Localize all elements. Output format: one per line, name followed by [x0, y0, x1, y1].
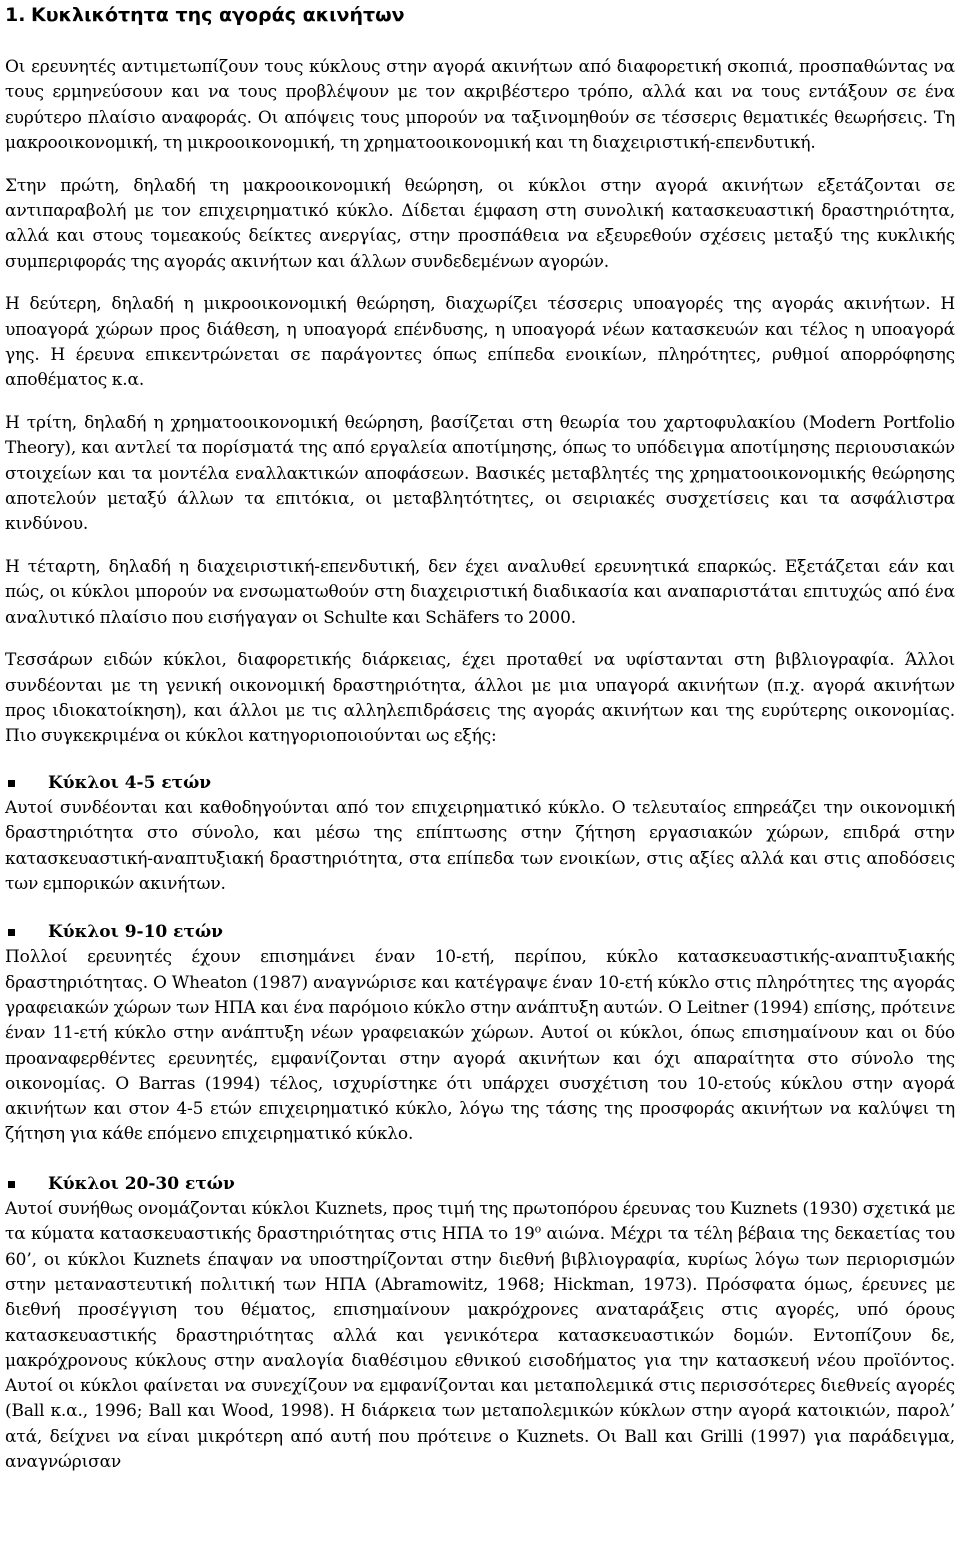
cycle-heading-label: Κύκλοι 20-30 ετών	[48, 1173, 235, 1194]
macro-paragraph: Στην πρώτη, δηλαδή τη μακροοικονομική θεώρηση, οι κύκλοι στην αγορά ακινήτων εξετάζονται σε αντιπαραβολή με τον επιχειρηματικό κύκλο. Δίδεται έμφαση στη συνολική κατασκευαστική δραστηριότητα, αλλά και στους τομεακούς δείκτες ανεργίας, στην προσπάθεια να εξευρεθούν σχέσεις μεταξύ της κυκλικής συμπεριφοράς της αγοράς ακινήτων και άλλων συνδεδεμένων αγορών.	[5, 175, 955, 272]
cycle-text-part-b: αιώνα. Μέχρι τα τέλη βέβαια της δεκαετίας του 60’, οι κύκλοι Kuznets έπαψαν να υποστηρίζονται στην διεθνή βιβλιογραφία, κυρίως λόγω των περιορισμών στην μεταναστευτική πολιτική των ΗΠΑ (Abramowitz, 1968; Hickman, 1973). Πρόσφατα όμως, έρευνες με διεθνή προσέγγιση του θέματος, επισημαίνουν μακρόχρονες αναταράξεις στις αγορές, υπό όρους κατασκευαστικής δραστηριότητας αλλά και γενικότερα κατασκευαστικών δομών. Εντοπίζουν δε, μακρόχρονους κύκλους στην αναλογία διαθέσιμου εθνικού εισοδήματος για την κατασκευή νέου προϊόντος. Αυτοί οι κύκλοι φαίνεται να συνεχίζουν να εμφανίζονται και μεταπολεμικά στις περισσότερες διεθνείς αγορές (Ball κ.α., 1996; Ball και Wood, 1998). Η διάρκεια των μεταπολεμικών κύκλων στην αγορά κατοικιών, παρολ’ ατά, δείχνει να είναι μικρότερη από αυτή που πρότεινε ο Kuznets. Οι Ball και Grilli (1997) για παράδειγμα, αναγνώρισαν	[5, 1224, 956, 1473]
cycle-heading-label: Κύκλοι 9-10 ετών	[48, 922, 223, 943]
square-bullet-icon	[8, 780, 15, 787]
cycle-heading-label: Κύκλοι 4-5 ετών	[48, 772, 212, 793]
intro-paragraph: Οι ερευνητές αντιμετωπίζουν τους κύκλους στην αγορά ακινήτων από διαφορετική σκοπιά, προσπαθώντας να τους ερμηνεύσουν και να τους προβλέψουν με τον ακριβέστερο τρόπο, αλλά και να τους εντάξουν σε ένα ευρύτερο πλαίσιο αναφοράς. Οι απόψεις τους μπορούν να ταξινομηθούν σε τέσσερις θεματικές θεωρήσεις. Τη μακροοικονομική, τη μικροοικονομική, τη χρηματοοικονομική και τη διαχειριστική-επενδυτική.	[5, 57, 955, 153]
cycle-text-4-5: Αυτοί συνδέονται και καθοδηγούνται από τον επιχειρηματικό κύκλο. Ο τελευταίος επηρεάζει την οικονομική δραστηριότητα στο σύνολο, και μέσω της επίπτωσης στην ζήτηση εργασιακών χώρων, επιδρά στην κατασκευαστική-αναπτυξιακή δραστηριότητα, στα επίπεδα των ενοικίων, στις αξίες αλλά και στις αποδόσεις των εμπορικών ακινήτων.	[5, 797, 955, 894]
micro-paragraph: Η δεύτερη, δηλαδή η μικροοικονομική θεώρηση, διαχωρίζει τέσσερις υποαγορές της αγοράς ακινήτων. Η υποαγορά χώρων προς διάθεση, η υποαγορά επένδυσης, η υποαγορά νέων κατασκευών και τέλος η υποαγορά γης. Η έρευνα επικεντρώνεται σε παράγοντες όπως επίπεδα ενοικίων, πληρότητες, ρυθμοί απορρόφησης αποθέματος κ.α.	[5, 294, 955, 391]
finance-paragraph: Η τρίτη, δηλαδή η χρηματοοικονομική θεώρηση, βασίζεται στη θεωρία του χαρτοφυλακίου (Modern Portfolio Theory), και αντλεί τα πορίσματά της από εργαλεία αποτίμησης, όπως το υπόδειγμα αποτίμησης περιουσιακών στοιχείων και τα μοντέλα εναλλακτικών αποφάσεων. Βασικές μεταβλητές της χρηματοοικονομικής θεώρησης αποτελούν μεταξύ άλλων τα επιτόκια, οι μεταβλητότητες, οι σειριακές συσχετίσεις και τα ασφάλιστρα κινδύνου.	[5, 413, 955, 535]
section-number: 1.	[5, 4, 26, 26]
cycle-text-part-a: Αυτοί συνήθως ονομάζονται κύκλοι Kuznets, προς τιμή της πρωτοπόρου έρευνας του Kuznets (1930) σχετικά με τα κύματα κατασκευαστικής δραστηριότητας στις ΗΠΑ το 19	[5, 1199, 955, 1245]
cycle-types-paragraph: Τεσσάρων ειδών κύκλοι, διαφορετικής διάρκειας, έχει προταθεί να υφίστανται στη βιβλιογραφία. Άλλοι συνδέονται με τη γενική οικονομική δραστηριότητα, άλλοι με μια υπαγορά ακινήτων (π.χ. αγορά ακινήτων προς ιδιοκατοίκηση), και άλλοι με τις αλληλεπιδράσεις της αγοράς ακινήτων και της ευρύτερης οικονομίας. Πιο συγκεκριμένα οι κύκλοι κατηγοριοποιούνται ως εξής:	[5, 650, 955, 747]
square-bullet-icon	[8, 1181, 15, 1188]
cycle-heading-4-5	[5, 771, 955, 796]
section-title: Κυκλικότητα της αγοράς ακινήτων	[31, 4, 405, 26]
section-heading	[5, 0, 955, 26]
cycle-text-20-30	[5, 1197, 955, 1475]
cycle-heading-20-30	[5, 1172, 955, 1197]
invest-paragraph: Η τέταρτη, δηλαδή η διαχειριστική-επενδυτική, δεν έχει αναλυθεί ερευνητικά επαρκώς. Εξετάζεται εάν και πώς, οι κύκλοι μπορούν να ενσωματωθούν στη διαχειριστική διαδικασία και αναπαριστάται επιτυχώς από ένα αναλυτικό πλαίσιο που εισήγαγαν οι Schulte και Schäfers το 2000.	[5, 557, 955, 628]
ordinal-superscript: ο	[534, 1222, 542, 1236]
cycle-text-9-10: Πολλοί ερευνητές έχουν επισημάνει έναν 10-ετή, περίπου, κύκλο κατασκευαστικής-αναπτυξιακής δραστηριότητας. Ο Wheaton (1987) αναγνώρισε και κατέγραψε έναν 10-ετή κύκλο στις πληρότητες της αγοράς γραφειακών χώρων των ΗΠΑ και ένα παρόμοιο κύκλο στην ανάπτυξη αυτών. Ο Leitner (1994) επίσης, πρότεινε έναν 11-ετή κύκλο στην ανάπτυξη νέων γραφειακών χώρων. Αυτοί οι κύκλοι, όπως επισημαίνουν και οι δύο προαναφερθέντες ερευνητές, εμφανίζονται στην αγορά ακινήτων και όχι απαραίτητα στο σύνολο της οικονομίας. Ο Barras (1994) τέλος, ισχυρίστηκε ότι υπάρχει συσχέτιση του 10-ετούς κύκλου στην αγορά ακινήτων και στον 4-5 ετών επιχειρηματικό κύκλο, λόγω της τάσης της προσφοράς ακινήτων να καλύψει τη ζήτηση για κάθε επόμενο επιχειρηματικό κύκλο.	[5, 947, 955, 1145]
square-bullet-icon	[8, 929, 15, 936]
cycle-heading-9-10	[5, 920, 955, 945]
